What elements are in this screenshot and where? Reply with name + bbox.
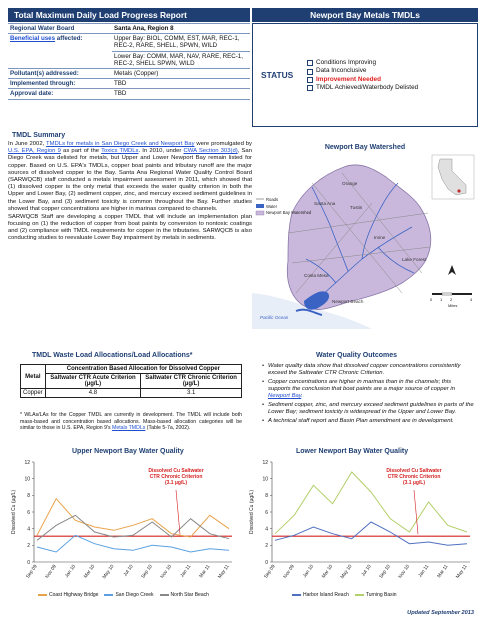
outcome-item <box>262 363 474 377</box>
scale-tick: 0 <box>430 297 433 302</box>
tmdl-name: Newport Bay Metals TMDLs <box>252 8 478 22</box>
x-tick-label: May 11 <box>455 564 469 580</box>
y-tick-label: 10 <box>262 476 268 483</box>
x-tick-label: Mar 10 <box>321 564 335 580</box>
text: A technical staff report and Basin Plan amendment are in development. <box>268 417 454 424</box>
criterion-annotation: Dissolved Cu Saltwater <box>148 468 204 474</box>
criterion-annotation: (3.1 µg/L) <box>164 480 188 486</box>
annotation-arrow <box>176 490 180 534</box>
bullet-icon: • <box>262 378 265 385</box>
wla-table <box>20 364 242 398</box>
bullet-icon: • <box>262 402 265 409</box>
outcome-item <box>262 379 474 401</box>
info-key <box>8 51 112 68</box>
scale-unit: Miles <box>448 303 458 308</box>
series-line <box>37 535 229 552</box>
info-row-board <box>8 24 250 34</box>
y-tick-label: 2 <box>265 543 268 550</box>
legend-roads: Roads <box>266 197 279 202</box>
x-tick-label: May 10 <box>102 564 116 581</box>
outcome-item <box>262 402 474 416</box>
lower-bay-chart-title: Lower Newport Bay Water Quality <box>296 448 409 455</box>
y-tick-label: 6 <box>265 509 268 516</box>
outcome-item <box>262 418 474 425</box>
x-tick-label: Sep 09 <box>25 564 39 580</box>
wla-acute-value: 4.8 <box>45 389 141 398</box>
info-row-uses-lower <box>8 51 250 68</box>
x-tick-label: Jan 10 <box>64 564 78 579</box>
text: In June 2002, <box>8 141 47 147</box>
x-tick-label: Sep 09 <box>263 564 277 580</box>
upper-bay-chart <box>8 458 240 590</box>
watershed-map <box>252 143 478 329</box>
beneficial-uses-link[interactable]: Beneficial uses <box>10 35 56 43</box>
wla-row-metal: Copper <box>21 389 46 398</box>
x-tick-label: Jan 11 <box>180 564 193 579</box>
x-tick-label: Jan 11 <box>418 564 431 579</box>
ocean-label: Pacific Ocean <box>260 315 289 320</box>
text: as part of the <box>60 148 102 155</box>
series-line <box>37 499 229 537</box>
place-label: Newport Beach <box>332 299 364 304</box>
x-tick-label: Jul 10 <box>123 564 135 578</box>
checkbox-icon <box>307 77 313 83</box>
info-value: Metals (Copper) <box>112 69 250 79</box>
y-tick-label: 12 <box>24 459 30 466</box>
epa-link[interactable]: U.S. EPA, Region 9 <box>8 148 61 155</box>
status-option-selected <box>307 76 418 84</box>
criterion-annotation: CTR Chronic Criterion <box>387 474 441 480</box>
x-tick-label: Nov 09 <box>45 564 58 580</box>
place-label: Tustin <box>350 205 363 210</box>
legend-watershed: Newport Bay Watershed <box>266 210 312 215</box>
info-value: Upper Bay: BIOL, COMM, EST, MAR, REC-1, REC-2, RARE, SHELL, SPWN, WILD <box>112 34 250 51</box>
text: * WLAs/LAs for the Copper TMDL are currently in development. The TMDL will include both mass-based and concentration based allocations. Mass-based allocation categories will be similar to those in U.S. EPA, Region 9's <box>20 412 242 432</box>
california-inset-map <box>432 155 474 199</box>
criterion-annotation: Dissolved Cu Saltwater <box>386 468 442 474</box>
upper-bay-chart-title: Upper Newport Bay Water Quality <box>72 448 184 455</box>
bullet-icon: • <box>262 363 265 369</box>
x-tick-label: Mar 11 <box>198 564 212 580</box>
x-tick-label: Nov 10 <box>398 564 412 580</box>
bullet-icon: • <box>262 417 265 424</box>
legend-swatch <box>355 594 364 596</box>
metals-tmdls-link[interactable]: Metals TMDLs <box>112 425 146 432</box>
status-option <box>307 67 418 75</box>
status-option-label: TMDL Achieved/Waterbody Delisted <box>316 84 419 92</box>
legend-item <box>292 592 349 598</box>
wla-footnote <box>20 412 242 432</box>
x-tick-label: Nov 10 <box>160 564 174 580</box>
text: Sediment copper, zinc, and mercury exceed sediment guidelines in parts of the Lower Bay; sediment toxicity is widespread in the Upper and Lower Bay. <box>268 402 474 416</box>
y-tick-label: 8 <box>265 493 268 500</box>
scale-tick: 4 <box>470 297 473 302</box>
lower-bay-chart <box>246 458 478 590</box>
legend-label: North Star Beach <box>170 592 209 598</box>
y-tick-label: 4 <box>265 526 268 533</box>
x-tick-label: Mar 11 <box>436 564 450 580</box>
legend-label: Turning Basin <box>365 592 397 598</box>
watershed-area <box>287 165 431 310</box>
checkbox-icon <box>307 69 313 75</box>
criterion-annotation: CTR Chronic Criterion <box>149 474 203 480</box>
annotation-arrow <box>414 490 418 534</box>
y-tick-label: 8 <box>27 493 30 500</box>
wla-header-acute: Saltwater CTR Acute Criterion (µg/L) <box>45 374 141 389</box>
series-line <box>275 472 467 534</box>
y-tick-label: 2 <box>27 543 30 550</box>
upper-bay-legend <box>38 592 209 598</box>
north-arrow-icon <box>448 265 456 275</box>
info-row-uses <box>8 34 250 51</box>
place-label: Irvine <box>374 235 386 240</box>
scale-tick: 2 <box>450 297 453 302</box>
text: Copper concentrations are higher in marinas than in the channels; this supports the conclusion that boat paints are a major source of copper in <box>268 378 455 393</box>
info-value: Santa Ana, Region 8 <box>112 24 250 34</box>
place-label: Santa Ana <box>314 201 336 206</box>
summary-paragraph-1 <box>8 141 252 213</box>
info-value: Lower Bay: COMM, MAR, NAV, RARE, REC-1, REC-2, SHELL SPWN, WILD <box>112 51 250 68</box>
place-label: Costa Mesa <box>304 273 329 278</box>
toxics-tmdls-link[interactable]: Toxics TMDLs <box>101 148 139 155</box>
scale-tick: 1 <box>440 297 443 302</box>
scale-bar <box>430 293 473 308</box>
tmdl-link[interactable]: TMDLs for metals in San Diego Creek and Newport Bay <box>46 141 195 147</box>
text: , San Diego Creek was delisted for metals, but Upper and Lower Newport Bay remain listed for copper. Based on U.S. EPA's TMDLs, copper boat paints and tributary runoff are the major sources of dissolved copper to the Bay. Santa Ana Regional Water Quality Control Board (SARWQCB) staff conducted a metals impairment assessment in 2011, which showed that (1) dissolved copper is the only metal that exceeds the water quality criterion in both the Upper and Lower Bay, (2) sediment copper, zinc, and mercury exceed sediment guidelines in the Lower Bay, and (3) sediment toxicity is common throughout the Bay. Further studies showed that copper concentrations are higher in marinas compared to channels. <box>8 148 252 212</box>
info-key: Approval date: <box>8 89 112 99</box>
info-key: Pollutant(s) addressed: <box>8 69 112 79</box>
info-value: TBD <box>112 79 250 89</box>
info-key <box>8 34 112 51</box>
text: were promulgated by <box>194 141 252 147</box>
report-title: Total Maximum Daily Load Progress Report <box>8 8 250 22</box>
status-option-label: Conditions Improving <box>316 59 377 66</box>
cwa-link[interactable]: CWA Section 303(d) <box>183 148 238 155</box>
legend-swatch <box>104 594 113 596</box>
map-title: Newport Bay Watershed <box>324 144 406 151</box>
checkbox-icon <box>307 60 313 66</box>
text: . <box>301 393 303 400</box>
x-tick-label: Mar 10 <box>83 564 97 580</box>
legend-swatch <box>160 594 169 596</box>
legend-swatch <box>292 594 301 596</box>
checkbox-icon <box>307 85 313 91</box>
x-tick-label: Jan 10 <box>302 564 316 579</box>
summary-paragraph-2: SARWQCB Staff are developing a copper TMDL that will include an implementation plan focusing on (1) the reduction of copper from boat paints by conversion to nontoxic coatings and (2) compliance with TMDL requirements for copper in the tributaries. SARWQCB is also conducting studies to reevaluate Lower Bay impairment by metals in sediments. <box>8 213 252 242</box>
wla-header-metal: Metal <box>21 365 46 389</box>
legend-swatch <box>38 594 47 596</box>
legend-label: Coast Highway Bridge <box>49 592 99 598</box>
y-tick-label: 10 <box>24 476 30 483</box>
newport-bay-link[interactable]: Newport Bay <box>268 393 302 400</box>
x-tick-label: Nov 09 <box>283 564 296 580</box>
info-row-approval <box>8 89 250 99</box>
x-tick-label: May 10 <box>340 564 354 581</box>
text: (Table 5-7a, 2002). <box>145 425 191 432</box>
status-option-label: Data Inconclusive <box>316 67 367 75</box>
x-tick-label: May 11 <box>217 564 231 580</box>
summary-text <box>8 141 252 243</box>
info-key-suffix: affected: <box>55 35 83 43</box>
y-tick-label: 0 <box>265 559 268 566</box>
wla-chronic-value: 3.1 <box>141 389 242 398</box>
y-tick-label: 12 <box>262 459 268 466</box>
info-value: TBD <box>112 89 250 99</box>
legend-water: Water <box>266 204 278 209</box>
status-option-label: Improvement Needed <box>316 75 381 83</box>
status-options <box>307 59 418 93</box>
x-tick-label: Sep 10 <box>379 564 392 580</box>
legend-item <box>104 592 153 598</box>
legend-label: Harbor Island Reach <box>303 592 349 598</box>
place-label: Lake Forest <box>402 257 427 262</box>
y-tick-label: 6 <box>27 509 30 516</box>
legend-item <box>38 592 98 598</box>
y-tick-label: 0 <box>27 559 30 566</box>
place-label: Orange <box>342 181 358 186</box>
lower-bay-legend <box>292 592 397 598</box>
status-option <box>307 84 418 92</box>
info-table <box>8 23 250 100</box>
wla-title: TMDL Waste Load Allocations/Load Allocations* <box>32 352 193 359</box>
outcomes-title: Water Quality Outcomes <box>316 352 398 359</box>
wla-header-chronic: Saltwater CTR Chronic Criterion (µg/L) <box>141 374 242 389</box>
info-key: Regional Water Board <box>8 24 112 34</box>
summary-title: TMDL Summary <box>12 132 66 139</box>
status-label: STATUS <box>261 70 294 80</box>
legend-item <box>160 592 209 598</box>
outcomes-list <box>262 363 474 427</box>
legend-item <box>355 592 397 598</box>
updated-date: Updated September 2013 <box>407 610 474 616</box>
x-tick-label: Jul 10 <box>361 564 373 578</box>
text: . In 2010, under <box>138 148 184 155</box>
y-axis-label: Dissolved Cu (µg/L) <box>249 489 255 535</box>
y-axis-label: Dissolved Cu (µg/L) <box>11 489 17 535</box>
wla-header-group: Concentration Based Allocation for Dissolved Copper <box>45 365 241 374</box>
info-row-pollutant <box>8 69 250 79</box>
info-row-implemented <box>8 79 250 89</box>
text: Water quality data show that dissolved copper concentrations consistently exceed the Saltwater CTR Chronic Criterion. <box>268 363 461 377</box>
status-option <box>307 59 418 67</box>
series-line <box>275 522 467 545</box>
status-box <box>252 23 478 127</box>
criterion-annotation: (3.1 µg/L) <box>402 480 426 486</box>
legend-label: San Diego Creek <box>115 592 154 598</box>
y-tick-label: 4 <box>27 526 30 533</box>
x-tick-label: Sep 10 <box>141 564 154 580</box>
info-key: Implemented through: <box>8 79 112 89</box>
